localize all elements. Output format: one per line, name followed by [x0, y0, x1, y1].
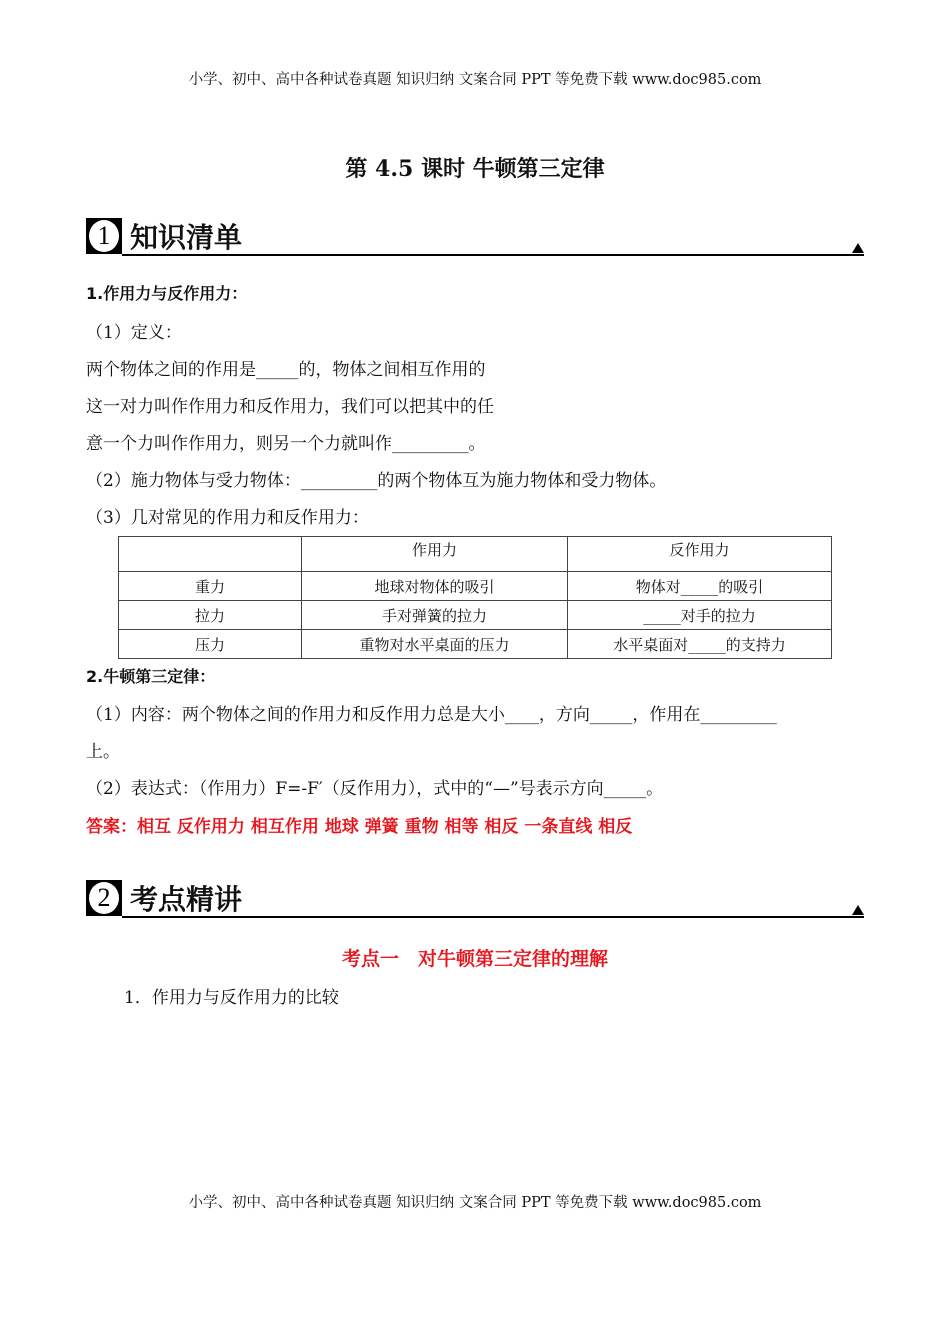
section-number-badge: 2: [86, 880, 122, 916]
table-row: 重力 地球对物体的吸引 物体对_____的吸引: [119, 572, 832, 601]
text-line: （1）内容：两个物体之间的作用力和反作用力总是大小____，方向_____，作用在_________: [86, 705, 777, 725]
page-header: 小学、初中、高中各种试卷真题 知识归纳 文案合同 PPT 等免费下载 www.doc985.com: [188, 72, 762, 88]
text-line: 上。: [86, 742, 120, 762]
subheading: 2.牛顿第三定律：: [86, 667, 216, 686]
divider: [122, 916, 864, 918]
triangle-icon: [852, 905, 864, 915]
page-title: 第 4.5 课时 牛顿第三定律: [345, 156, 605, 182]
text-line: （3）几对常见的作用力和反作用力：: [86, 508, 369, 528]
section-heading-2: [86, 880, 864, 920]
answer-line: 答案：相互 反作用力 相互作用 地球 弹簧 重物 相等 相反 一条直线 相反: [86, 817, 633, 837]
table-row: 拉力 手对弹簧的拉力 _____对手的拉力: [119, 601, 832, 630]
text-line: 两个物体之间的作用是_____的，物体之间相互作用的: [86, 360, 486, 380]
divider: [122, 254, 864, 256]
table-header-row: [119, 537, 832, 572]
text-line: （2）表达式：（作用力）F=-F′（反作用力），式中的“—”号表示方向_____。: [86, 779, 664, 799]
text-line: 意一个力叫作作用力，则另一个力就叫作_________。: [86, 434, 486, 454]
column-header: 反作用力: [568, 537, 832, 572]
subheading: 1.作用力与反作用力：: [86, 284, 248, 303]
table-row: 压力 重物对水平桌面的压力 水平桌面对_____的支持力: [119, 630, 832, 659]
page-footer: 小学、初中、高中各种试卷真题 知识归纳 文案合同 PPT 等免费下载 www.doc985.com: [188, 1195, 762, 1211]
triangle-icon: [852, 243, 864, 253]
column-header: 作用力: [302, 537, 568, 572]
section-number-badge: 1: [86, 218, 122, 254]
force-pairs-table: [118, 536, 832, 659]
text-line: 这一对力叫作作用力和反作用力，我们可以把其中的任: [86, 397, 494, 417]
section-label: 知识清单: [130, 221, 243, 254]
section-heading-1: [86, 218, 864, 258]
text-line: （1）定义：: [86, 323, 182, 343]
topic-heading: 考点一 对牛顿第三定律的理解: [341, 948, 608, 970]
text-line: 1．作用力与反作用力的比较: [124, 988, 339, 1008]
text-line: （2）施力物体与受力物体：_________的两个物体互为施力物体和受力物体。: [86, 471, 667, 491]
section-label: 考点精讲: [130, 883, 243, 916]
